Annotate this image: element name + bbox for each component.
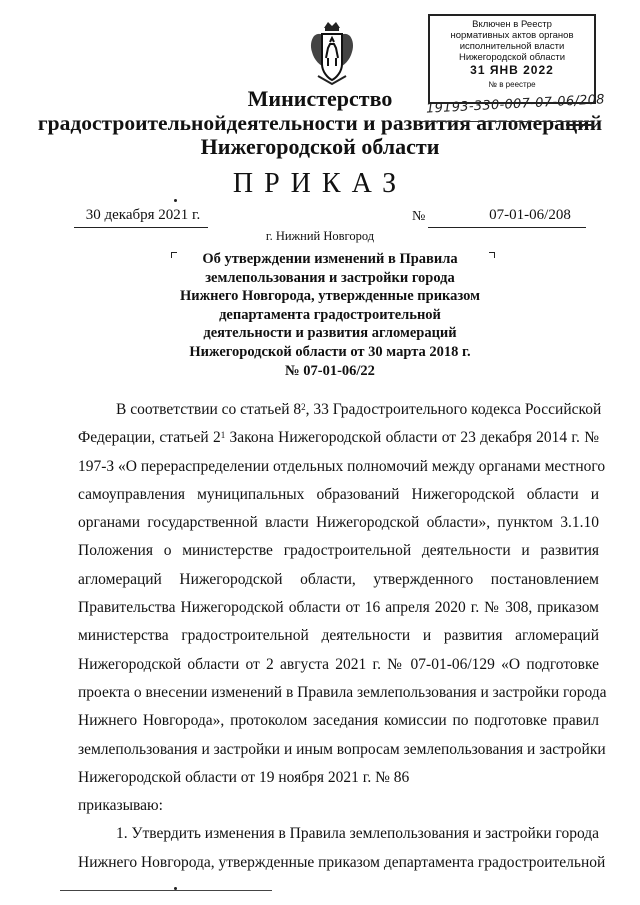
subject-line: Нижегородской области от 30 марта 2018 г. bbox=[189, 343, 471, 360]
order-number: 07-01-06/208 bbox=[489, 207, 571, 223]
handwritten-registry-number: 19193-330-007-07-06/208 bbox=[425, 92, 606, 117]
body-text: , 33 Градостроительного кодекса Российской bbox=[305, 401, 602, 418]
body-line: Положения о министерстве градостроительной деятельности и развития bbox=[78, 542, 599, 560]
body-line bbox=[78, 424, 599, 452]
body-line: самоуправления муниципальных образований Нижегородской области и bbox=[78, 485, 599, 503]
body-line: министерства градостроительной деятельности и развития агломераций bbox=[78, 627, 599, 645]
ink-dot bbox=[174, 199, 177, 202]
body-line bbox=[78, 396, 602, 424]
stamp-date: 31 ЯНВ 2022 bbox=[470, 63, 554, 77]
subject-line: землепользования и застройки города bbox=[205, 269, 455, 286]
body-line: Нижнего Новгорода», протоколом заседания комиссии по подготовке правил bbox=[78, 712, 599, 730]
body-line: агломераций Нижегородской области, утвержденного постановлением bbox=[78, 570, 599, 588]
stamp-registry-label: № в реестре bbox=[488, 80, 536, 89]
superscript: 1 bbox=[220, 430, 226, 441]
body-line: проекта о внесении изменений в Правила землепользования и застройки города bbox=[78, 683, 607, 701]
body-line: Нижегородской области от 19 ноября 2021 г. № 86 bbox=[78, 768, 410, 786]
body-line: землепользования и застройки и иным вопросам землепользования и застройки bbox=[78, 740, 606, 758]
body-line: Нижнего Новгорода, утвержденные приказом департамента градостроительной bbox=[78, 853, 606, 871]
footer-rule bbox=[60, 890, 272, 891]
body-text: Закона Нижегородской области от 23 декабря 2014 г. № bbox=[225, 429, 599, 447]
ink-dot bbox=[174, 887, 177, 890]
handwritten-stroke bbox=[566, 124, 594, 126]
ministry-name-line3: Нижегородской области bbox=[200, 134, 440, 159]
body-text: Федерации, статьей 2 bbox=[78, 429, 221, 447]
body-line: Правительства Нижегородской области от 16 апреля 2020 г. № 308, приказом bbox=[78, 599, 599, 617]
number-sign: № bbox=[412, 209, 426, 224]
subject-line: Нижнего Новгорода, утвержденные приказом bbox=[179, 288, 481, 305]
body-line: приказываю: bbox=[78, 797, 163, 815]
body-line: 1. Утвердить изменения в Правила землепользования и застройки города bbox=[116, 825, 600, 843]
body-text: В соответствии со статьей 8 bbox=[116, 401, 302, 418]
stamp-line: исполнительной власти bbox=[459, 41, 565, 52]
subject-line: № 07-01-06/22 bbox=[285, 362, 375, 379]
order-subject bbox=[150, 250, 510, 380]
document-type-title: ПРИКАЗ bbox=[232, 168, 408, 199]
city-name: г. Нижний Новгород bbox=[265, 229, 375, 243]
body-line: органами государственной власти Нижегородской области», пунктом 3.1.10 bbox=[78, 514, 599, 532]
handwritten-stroke bbox=[422, 121, 592, 122]
body-line: 197-З «О перераспределении отдельных полномочий между органами местного bbox=[78, 457, 606, 475]
ministry-name-line1: Министерство bbox=[247, 86, 393, 111]
order-body bbox=[78, 396, 607, 877]
superscript: 2 bbox=[301, 402, 306, 412]
stamp-line: Нижегородской области bbox=[458, 52, 566, 63]
subject-line: деятельности и развития агломераций bbox=[203, 325, 457, 342]
coat-of-arms-icon bbox=[308, 20, 356, 86]
ministry-name-line2: градостроительнойдеятельности и развития агломераций bbox=[37, 111, 603, 135]
number-underline bbox=[428, 227, 586, 228]
order-date: 30 декабря 2021 г. bbox=[85, 207, 201, 223]
subject-line: департамента градостроительной bbox=[219, 306, 441, 323]
subject-line: Об утверждении изменений в Правила bbox=[202, 251, 458, 267]
stamp-line: Включен в Реестр bbox=[472, 19, 552, 30]
date-underline bbox=[74, 227, 208, 228]
body-line: Нижегородской области от 2 августа 2021 г. № 07-01-06/129 «О подготовке bbox=[78, 655, 599, 673]
stamp-line: нормативных актов органов bbox=[450, 30, 574, 41]
